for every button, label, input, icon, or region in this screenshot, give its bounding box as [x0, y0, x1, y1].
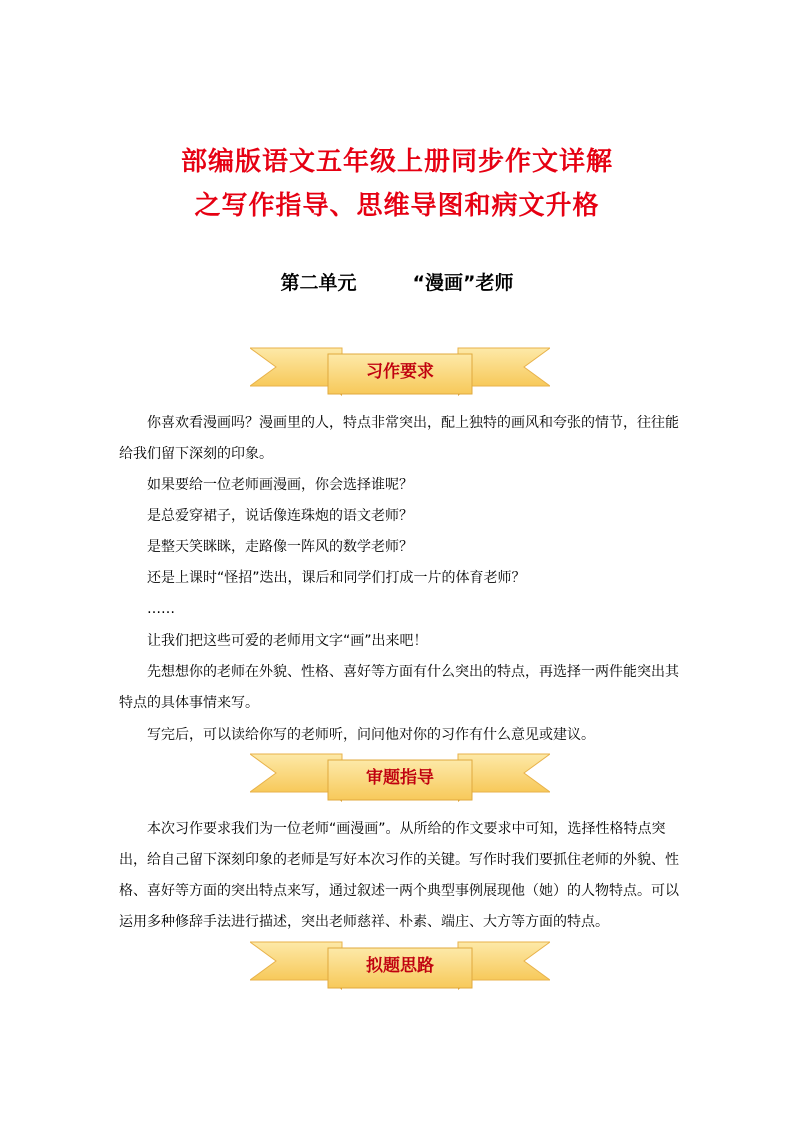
- title-line-1: 部编版语文五年级上册同步作文详解: [180, 147, 613, 177]
- title-line-2: 之写作指导、思维导图和病文升格: [194, 191, 600, 221]
- section-heading: 拟题思路: [366, 956, 434, 976]
- paragraph: 还是上课时“怪招”迭出，课后和同学们打成一片的体育老师？: [147, 570, 526, 586]
- paragraph: 是总爱穿裙子，说话像连珠炮的语文老师？: [147, 508, 413, 524]
- unit-topic: “漫画”老师: [412, 272, 514, 294]
- document-title: [0, 140, 794, 228]
- paragraph: 本次习作要求我们为一位老师“画漫画”。从所给的作文要求中可知，选择性格特点突出，给自己留下深刻印象的老师是写好本次习作的关键。写作时我们要抓住老师的外貌、性格、喜好等方面的突出特点来写，通过叙述一两个典型事例展现他（她）的人物特点。可以运用多种修辞手法进行描述，突出老师慈祥、朴素、端庄、大方等方面的特点。: [119, 821, 679, 930]
- paragraph: 你喜欢看漫画吗？漫画里的人，特点非常突出，配上独特的画风和夸张的情节，往往能给我们留下深刻的印象。: [119, 415, 679, 462]
- section-heading: 习作要求: [366, 362, 434, 382]
- paragraph: 让我们把这些可爱的老师用文字“画”出来吧！: [147, 633, 428, 649]
- section-heading: 审题指导: [366, 768, 434, 788]
- paragraph: 是整天笑眯眯，走路像一阵风的数学老师？: [147, 539, 413, 555]
- paragraph: 如果要给一位老师画漫画，你会选择谁呢？: [147, 477, 413, 493]
- section-banner-requirements: [250, 344, 550, 402]
- paragraph: ……: [147, 601, 175, 617]
- unit-label: 第二单元: [280, 272, 357, 294]
- paragraph: 先想想你的老师在外貌、性格、喜好等方面有什么突出的特点，再选择一两件能突出其特点的具体事情来写。: [119, 664, 679, 711]
- unit-heading: [0, 268, 794, 295]
- section-banner-guidance: [250, 750, 550, 808]
- paragraph: 写完后，可以读给你写的老师听，问问他对你的习作有什么意见或建议。: [147, 727, 595, 743]
- section-banner-ideas: [250, 938, 550, 996]
